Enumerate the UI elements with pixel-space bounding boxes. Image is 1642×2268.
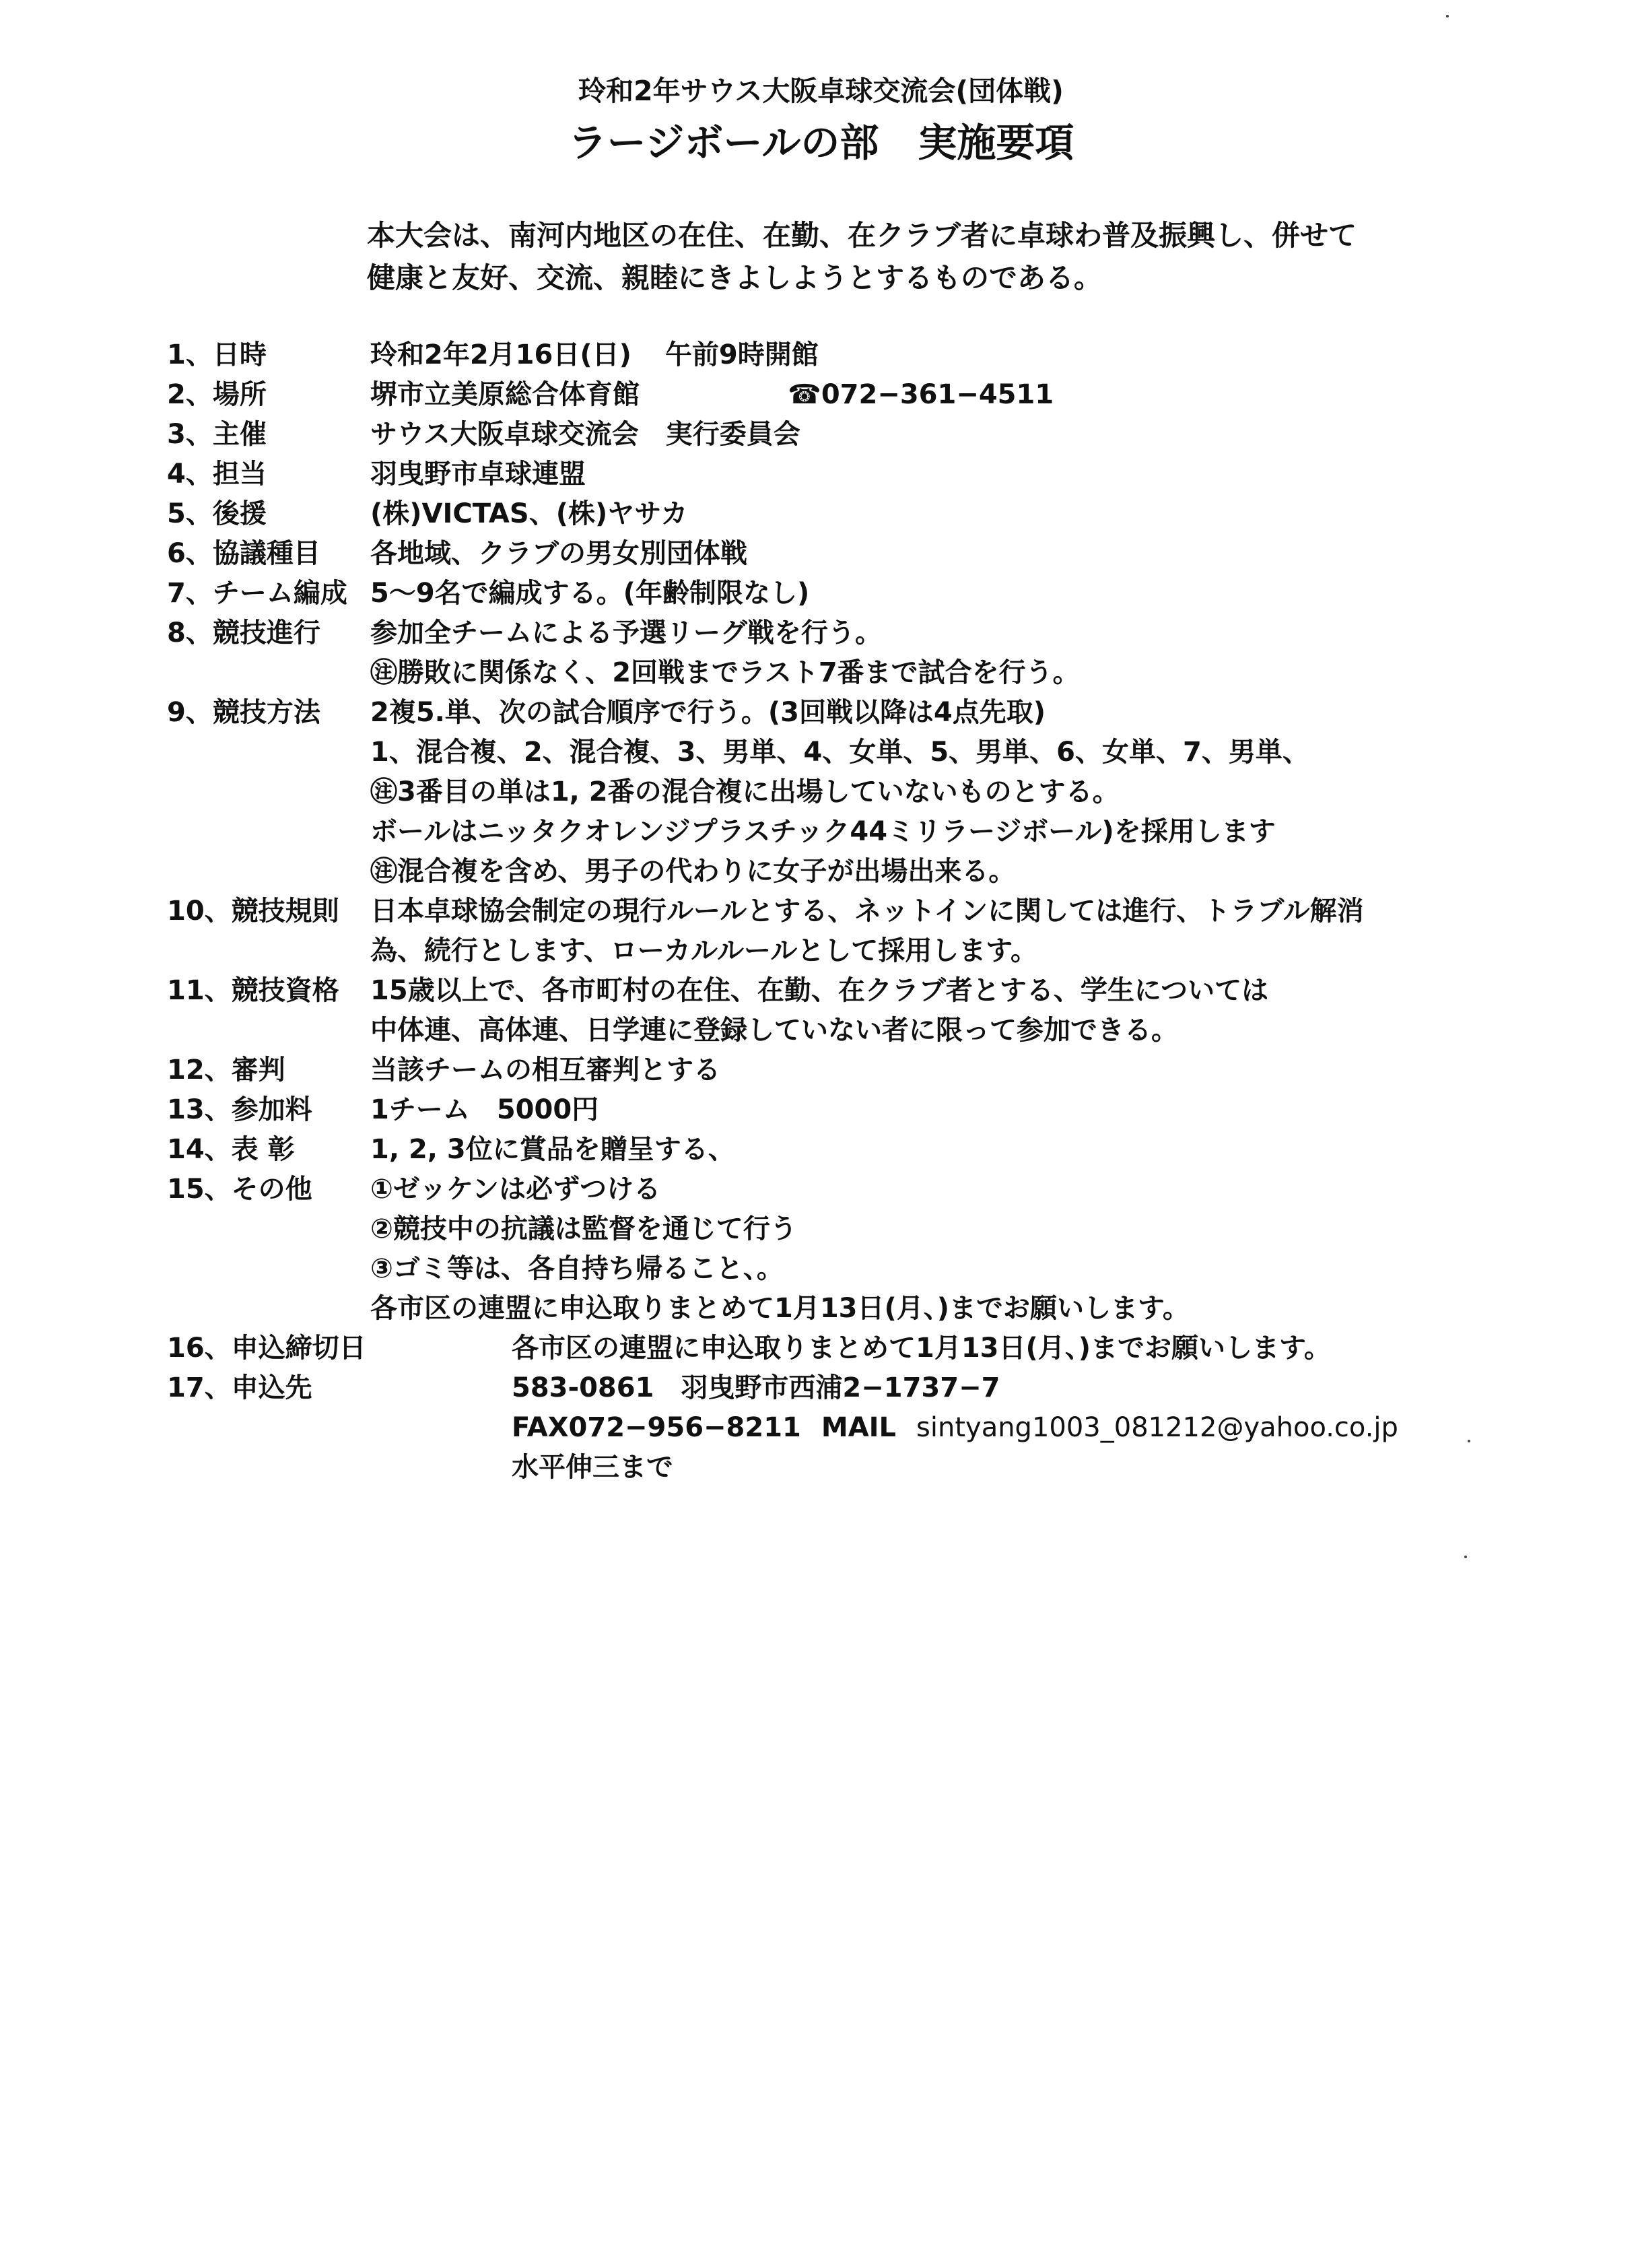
- item-label: 9、競技方法: [167, 697, 320, 728]
- item-label: 7、チーム編成: [167, 578, 347, 609]
- item-progress: [167, 613, 1614, 653]
- scan-speck: [1464, 1556, 1467, 1558]
- ball-spec: ボールはニッタクオレンジプラスチック44ミリラージボール)を採用します: [370, 816, 1276, 847]
- item-label: 6、協議種目: [167, 538, 320, 569]
- scan-speck: [1468, 1440, 1470, 1442]
- item-application-contact: [167, 1408, 1614, 1448]
- telephone-icon: ☎: [788, 379, 821, 410]
- match-order: 1、混合複、2、混合複、3、男単、4、女単、5、男単、6、女単、7、男単、: [370, 737, 1309, 768]
- item-value-cont: 中体連、高体連、日学連に登録していない者に限って参加できる。: [370, 1015, 1178, 1046]
- event-subtitle: 玲和2年サウス大阪卓球交流会(団体戦): [578, 75, 1064, 107]
- item-label: 8、競技進行: [167, 618, 320, 648]
- item-in-charge: [167, 455, 1614, 494]
- item-method-line: [167, 772, 1614, 812]
- item-progress-note: [167, 653, 1614, 693]
- item-value: 日本卓球協会制定の現行ルールとする、ネットインに関しては進行、トラブル解消: [370, 896, 1364, 927]
- item-deadline: [167, 1329, 1614, 1368]
- item-venue: [167, 375, 1614, 415]
- item-value: ①ゼッケンは必ずつける: [370, 1174, 661, 1205]
- item-label: 3、主催: [167, 419, 267, 450]
- item-value: 15歳以上で、各市町村の在住、在勤、在クラブ者とする、学生については: [370, 975, 1269, 1006]
- item-application-name: [167, 1448, 1614, 1488]
- item-value: 2複5.単、次の試合順序で行う。(3回戦以降は4点先取): [370, 697, 1046, 728]
- item-method-line: [167, 733, 1614, 772]
- email-address: sintyang1003_081212@yahoo.co.jp: [916, 1412, 1398, 1443]
- item-label: 12、審判: [167, 1055, 285, 1086]
- intro-line-2: 健康と友好、交流、親睦にきよしようとするものである。: [367, 261, 1103, 294]
- item-value: 参加全チームによる予選リーグ戦を行う。: [370, 618, 882, 648]
- page-title: ラージボールの部 実施要項: [568, 120, 1074, 166]
- item-value: 5〜9名で編成する。(年齢制限なし): [370, 578, 810, 609]
- intro-paragraph: [367, 214, 1357, 299]
- item-value: 当該チームの相互審判とする: [370, 1055, 720, 1086]
- item-rules-line: [167, 931, 1614, 971]
- item-label: 2、場所: [167, 379, 267, 410]
- item-label: 1、日時: [167, 339, 267, 370]
- intro-line-1: 本大会は、南河内地区の在住、在勤、在クラブ者に卓球わ普及振興し、併せて: [367, 219, 1357, 252]
- item-value-cont: 各市区の連盟に申込取りまとめて1月13日(月、)までお願いします。: [370, 1293, 1190, 1324]
- item-eligibility: [167, 971, 1614, 1011]
- item-label: 13、参加料: [167, 1094, 312, 1125]
- item-other-line: [167, 1209, 1614, 1249]
- item-event-type: [167, 534, 1614, 574]
- item-other-line: [167, 1249, 1614, 1289]
- item-application: [167, 1368, 1614, 1408]
- item-label: 17、申込先: [167, 1372, 312, 1403]
- item-value: 1, 2, 3位に賞品を贈呈する、: [370, 1134, 735, 1165]
- item-note: ㊟勝敗に関係なく、2回戦までラスト7番まで試合を行う。: [370, 657, 1080, 688]
- item-value: サウス大阪卓球交流会 実行委員会: [370, 419, 800, 450]
- phone-number: 072−361−4511: [821, 379, 1054, 410]
- item-method-line: [167, 812, 1614, 852]
- item-value: 1チーム 5000円: [370, 1094, 599, 1125]
- item-note: ㊟3番目の単は1, 2番の混合複に出場していないものとする。: [370, 776, 1120, 807]
- item-organizer: [167, 415, 1614, 455]
- item-value: 堺市立美原総合体育館: [370, 379, 640, 410]
- item-rules: [167, 892, 1614, 931]
- item-value-time: 午前9時開館: [664, 339, 819, 370]
- item-method: [167, 693, 1614, 733]
- item-value-cont: ②競技中の抗議は監督を通じて行う: [370, 1213, 797, 1244]
- item-note: ㊟混合複を含め、男子の代わりに女子が出場出来る。: [370, 856, 1016, 887]
- item-value: (株)VICTAS、(株)ヤサカ: [370, 498, 688, 529]
- item-label: 5、後援: [167, 498, 267, 529]
- item-value-cont: 為、続行とします、ローカルルールとして採用します。: [370, 935, 1037, 966]
- item-team-formation: [167, 574, 1614, 613]
- postal-address: 583-0861 羽曳野市西浦2−1737−7: [512, 1372, 1000, 1403]
- item-eligibility-line: [167, 1011, 1614, 1050]
- item-other: [167, 1170, 1614, 1209]
- scan-speck: [1446, 15, 1449, 18]
- item-label: 15、その他: [167, 1174, 312, 1205]
- item-value-cont: ③ゴミ等は、各自持ち帰ること、。: [370, 1253, 784, 1284]
- mail-label: MAIL: [821, 1412, 897, 1443]
- item-other-line: [167, 1289, 1614, 1329]
- item-referee: [167, 1050, 1614, 1090]
- item-method-line: [167, 852, 1614, 892]
- item-label: 4、担当: [167, 459, 267, 490]
- item-label: 11、競技資格: [167, 975, 339, 1006]
- item-value: 各地域、クラブの男女別団体戦: [370, 538, 747, 569]
- item-fee: [167, 1090, 1614, 1130]
- item-list: [167, 335, 1614, 1488]
- item-sponsors: [167, 494, 1614, 534]
- fax-number: FAX072−956−8211: [512, 1412, 801, 1443]
- item-value: 羽曳野市卓球連盟: [370, 459, 586, 490]
- item-awards: [167, 1130, 1614, 1170]
- item-label: 10、競技規則: [167, 896, 339, 927]
- item-datetime: [167, 335, 1614, 375]
- item-label: 16、申込締切日: [167, 1333, 366, 1364]
- item-value: 玲和2年2月16日(日): [370, 339, 631, 370]
- contact-person: 水平伸三まで: [512, 1452, 673, 1483]
- item-value: 各市区の連盟に申込取りまとめて1月13日(月、)までお願いします。: [512, 1333, 1331, 1364]
- item-label: 14、表 彰: [167, 1134, 295, 1165]
